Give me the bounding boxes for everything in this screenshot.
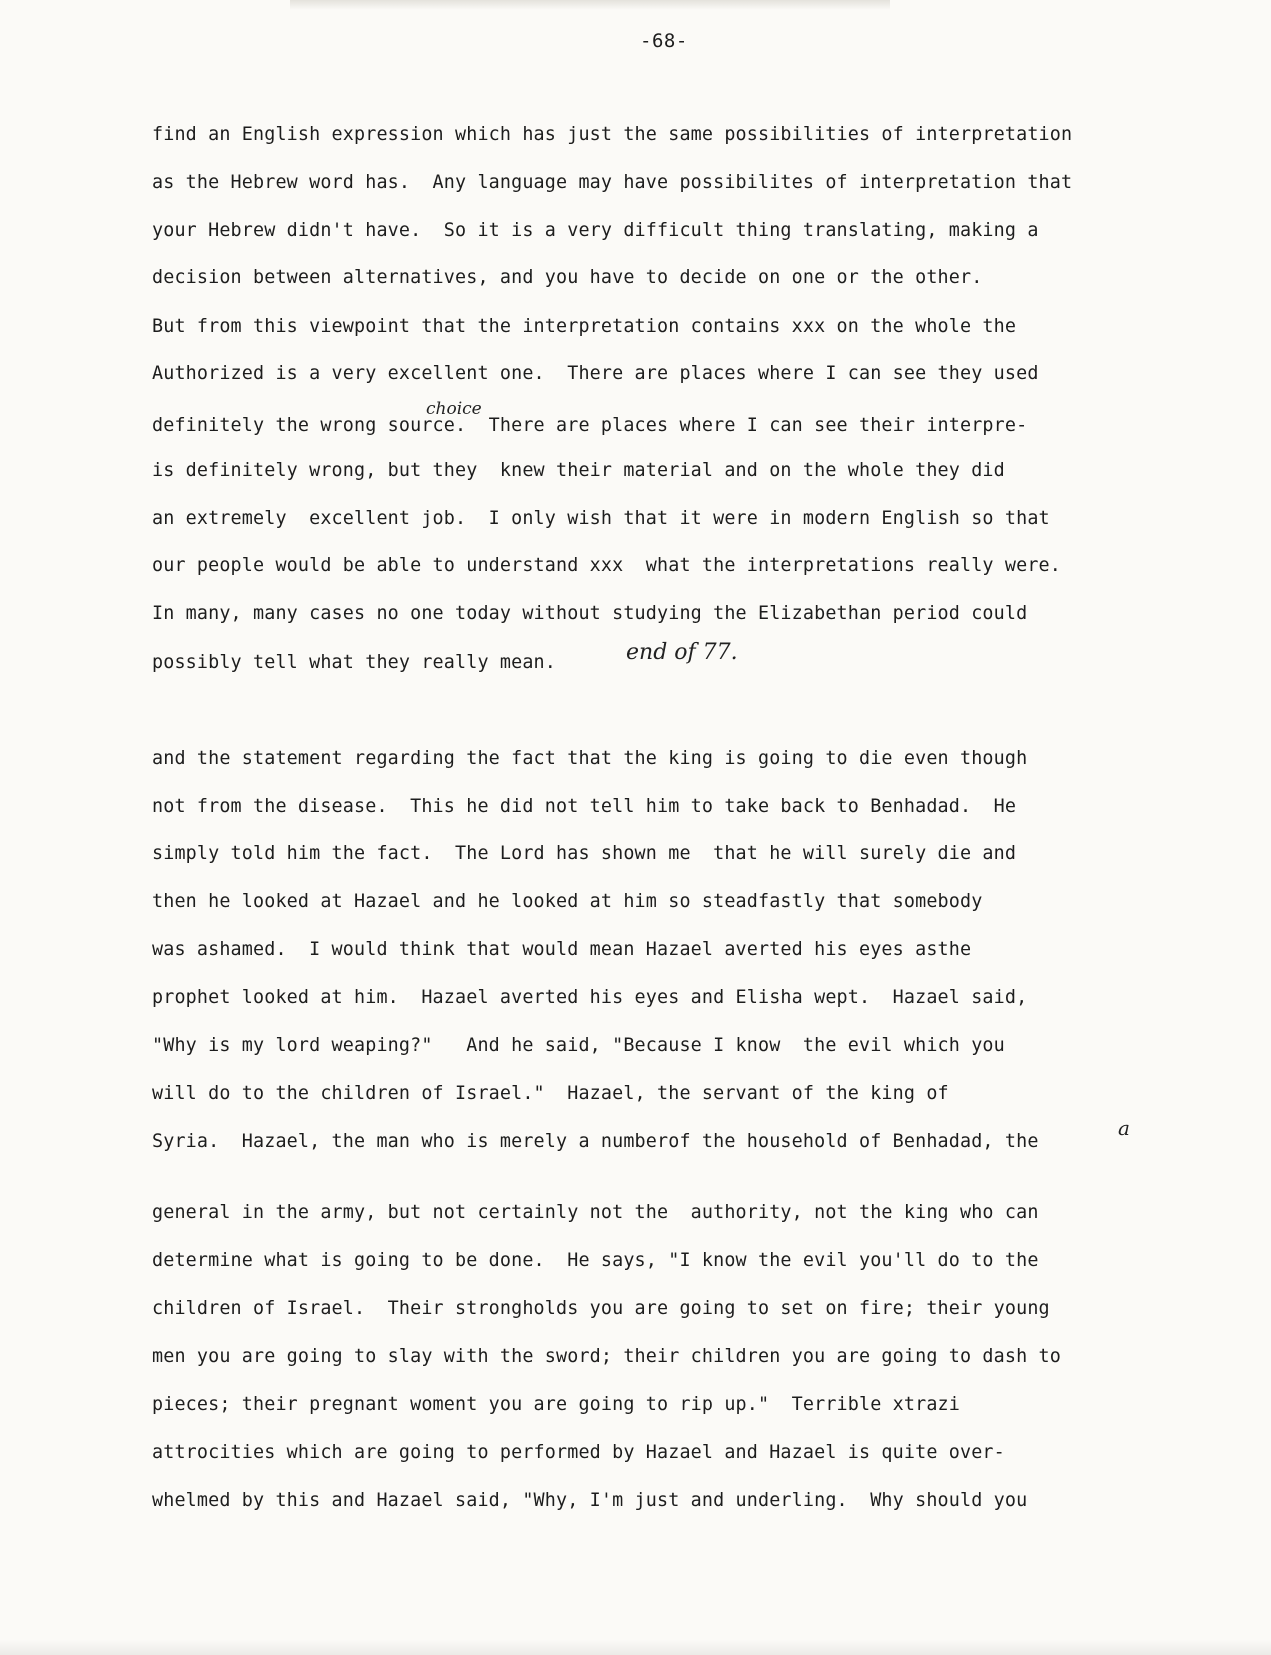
- text-line: whelmed by this and Hazael said, "Why, I'm just and underling. Why should you: [152, 1490, 1028, 1511]
- text-line: definitely the wrong source. There are places where I can see their interpre-: [152, 415, 1028, 436]
- text-line: your Hebrew didn't have. So it is a very difficult thing translating, making a: [152, 220, 1039, 241]
- text-line: "Why is my lord weaping?" And he said, "Because I know the evil which you: [152, 1035, 1005, 1056]
- text-line: general in the army, but not certainly not the authority, not the king who can: [152, 1202, 1039, 1223]
- text-line: But from this viewpoint that the interpretation contains xxx on the whole the: [152, 316, 1017, 337]
- text-line: Syria. Hazael, the man who is merely a numberof the household of Benhadad, the: [152, 1131, 1039, 1152]
- text-line: and the statement regarding the fact that the king is going to die even though: [152, 748, 1028, 769]
- text-line: determine what is going to be done. He says, "I know the evil you'll do to the: [152, 1250, 1039, 1271]
- text-line: find an English expression which has just the same possibilities of interpretation: [152, 124, 1073, 145]
- text-line: as the Hebrew word has. Any language may have possibilites of interpretation that: [152, 172, 1073, 193]
- text-line: simply told him the fact. The Lord has shown me that he will surely die and: [152, 843, 1017, 864]
- text-line: then he looked at Hazael and he looked at him so steadfastly that somebody: [152, 891, 983, 912]
- text-line: decision between alternatives, and you have to decide on one or the other.: [152, 267, 983, 288]
- text-line: an extremely excellent job. I only wish that it were in modern English so that: [152, 508, 1050, 529]
- text-line: will do to the children of Israel." Hazael, the servant of the king of: [152, 1083, 949, 1104]
- page-number: -68-: [640, 30, 688, 52]
- scan-bottom-edge: [0, 1640, 1271, 1655]
- text-line: attrocities which are going to performed by Hazael and Hazael is quite over-: [152, 1442, 1005, 1463]
- scan-top-edge: [290, 0, 890, 10]
- handwritten-a-note: a: [1118, 1116, 1130, 1140]
- text-line: men you are going to slay with the sword; their children you are going to dash to: [152, 1346, 1061, 1367]
- text-line: is definitely wrong, but they knew their material and on the whole they did: [152, 460, 1005, 481]
- text-line: In many, many cases no one today without studying the Elizabethan period could: [152, 603, 1028, 624]
- handwritten-end-note: end of 77.: [626, 640, 738, 665]
- text-line: our people would be able to understand xxx what the interpretations really were.: [152, 555, 1061, 576]
- text-line: possibly tell what they really mean.: [152, 652, 556, 673]
- text-line: pieces; their pregnant woment you are going to rip up." Terrible xtrazi: [152, 1394, 960, 1415]
- text-line: prophet looked at him. Hazael averted his eyes and Elisha wept. Hazael said,: [152, 987, 1028, 1008]
- text-line: Authorized is a very excellent one. There are places where I can see they used: [152, 363, 1039, 384]
- text-line: was ashamed. I would think that would mean Hazael averted his eyes asthe: [152, 939, 972, 960]
- text-line: not from the disease. This he did not tell him to take back to Benhadad. He: [152, 796, 1017, 817]
- text-line: children of Israel. Their strongholds you are going to set on fire; their young: [152, 1298, 1050, 1319]
- handwritten-choice-note: choice: [426, 399, 482, 419]
